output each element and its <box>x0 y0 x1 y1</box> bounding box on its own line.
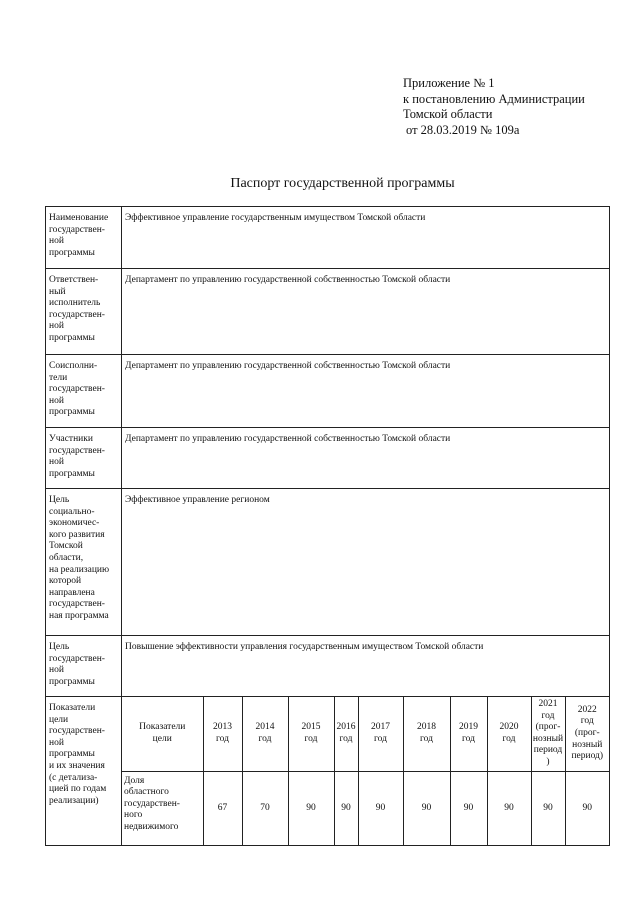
appendix-header <box>403 76 585 138</box>
year-header: 2016 год <box>334 697 358 771</box>
appendix-line-1: Приложение № 1 <box>403 76 495 90</box>
appendix-line-3: Томской области <box>403 107 493 121</box>
indicator-name-header: Показатели цели <box>122 697 203 771</box>
row-value: Эффективное управление регионом <box>122 489 610 636</box>
indicators-label: Показатели цели государствен- ной программы и их значения (с детализа- цией по годам реализации) <box>46 697 122 846</box>
indicator-value: 90 <box>288 771 334 845</box>
year-header: 2018 год <box>403 697 450 771</box>
row-label: Участники государствен- ной программы <box>46 428 122 489</box>
table-row <box>46 489 610 636</box>
indicator-value: 70 <box>242 771 288 845</box>
indicator-name: Доля областного государствен- ного недвижимого <box>122 771 203 845</box>
indicator-value: 90 <box>565 771 609 845</box>
indicator-value: 90 <box>334 771 358 845</box>
indicators-cell <box>122 697 610 846</box>
year-header: 2013 год <box>203 697 242 771</box>
year-header: 2015 год <box>288 697 334 771</box>
year-header: 2021 год (прог- нозный период) <box>531 697 565 771</box>
year-header: 2014 год <box>242 697 288 771</box>
indicator-value: 90 <box>358 771 403 845</box>
row-value: Департамент по управлению государственной собственностью Томской области <box>122 269 610 355</box>
year-header: 2022 год (прог- нозный период) <box>565 697 609 771</box>
row-label: Цель государствен- ной программы <box>46 636 122 697</box>
row-value: Эффективное управление государственным имуществом Томской области <box>122 207 610 269</box>
row-value: Департамент по управлению государственной собственностью Томской области <box>122 355 610 428</box>
appendix-line-2: к постановлению Администрации <box>403 91 585 106</box>
page-title: Паспорт государственной программы <box>230 176 455 191</box>
indicator-row <box>122 771 609 845</box>
indicator-value: 90 <box>403 771 450 845</box>
row-label: Наименование государствен- ной программы <box>46 207 122 269</box>
table-row <box>46 207 610 269</box>
indicator-value: 90 <box>487 771 531 845</box>
table-row <box>46 697 610 846</box>
table-row <box>46 636 610 697</box>
year-header: 2017 год <box>358 697 403 771</box>
indicators-table <box>122 697 609 845</box>
table-row <box>46 269 610 355</box>
passport-table <box>45 206 610 846</box>
row-label: Соисполни- тели государствен- ной программы <box>46 355 122 428</box>
row-value: Повышение эффективности управления государственным имуществом Томской области <box>122 636 610 697</box>
year-header: 2019 год <box>450 697 487 771</box>
row-value: Департамент по управлению государственной собственностью Томской области <box>122 428 610 489</box>
indicator-value: 67 <box>203 771 242 845</box>
row-label: Ответствен- ный исполнитель государствен- ной программы <box>46 269 122 355</box>
table-row <box>46 355 610 428</box>
appendix-line-4: от 28.03.2019 № 109а <box>406 122 520 137</box>
year-header: 2020 год <box>487 697 531 771</box>
indicators-header-row <box>122 697 609 771</box>
indicator-value: 90 <box>450 771 487 845</box>
row-label: Цель социально- экономичес- кого развития Томской области, на реализацию которой направлена государствен- ная программа <box>46 489 122 636</box>
indicator-value: 90 <box>531 771 565 845</box>
table-row <box>46 428 610 489</box>
